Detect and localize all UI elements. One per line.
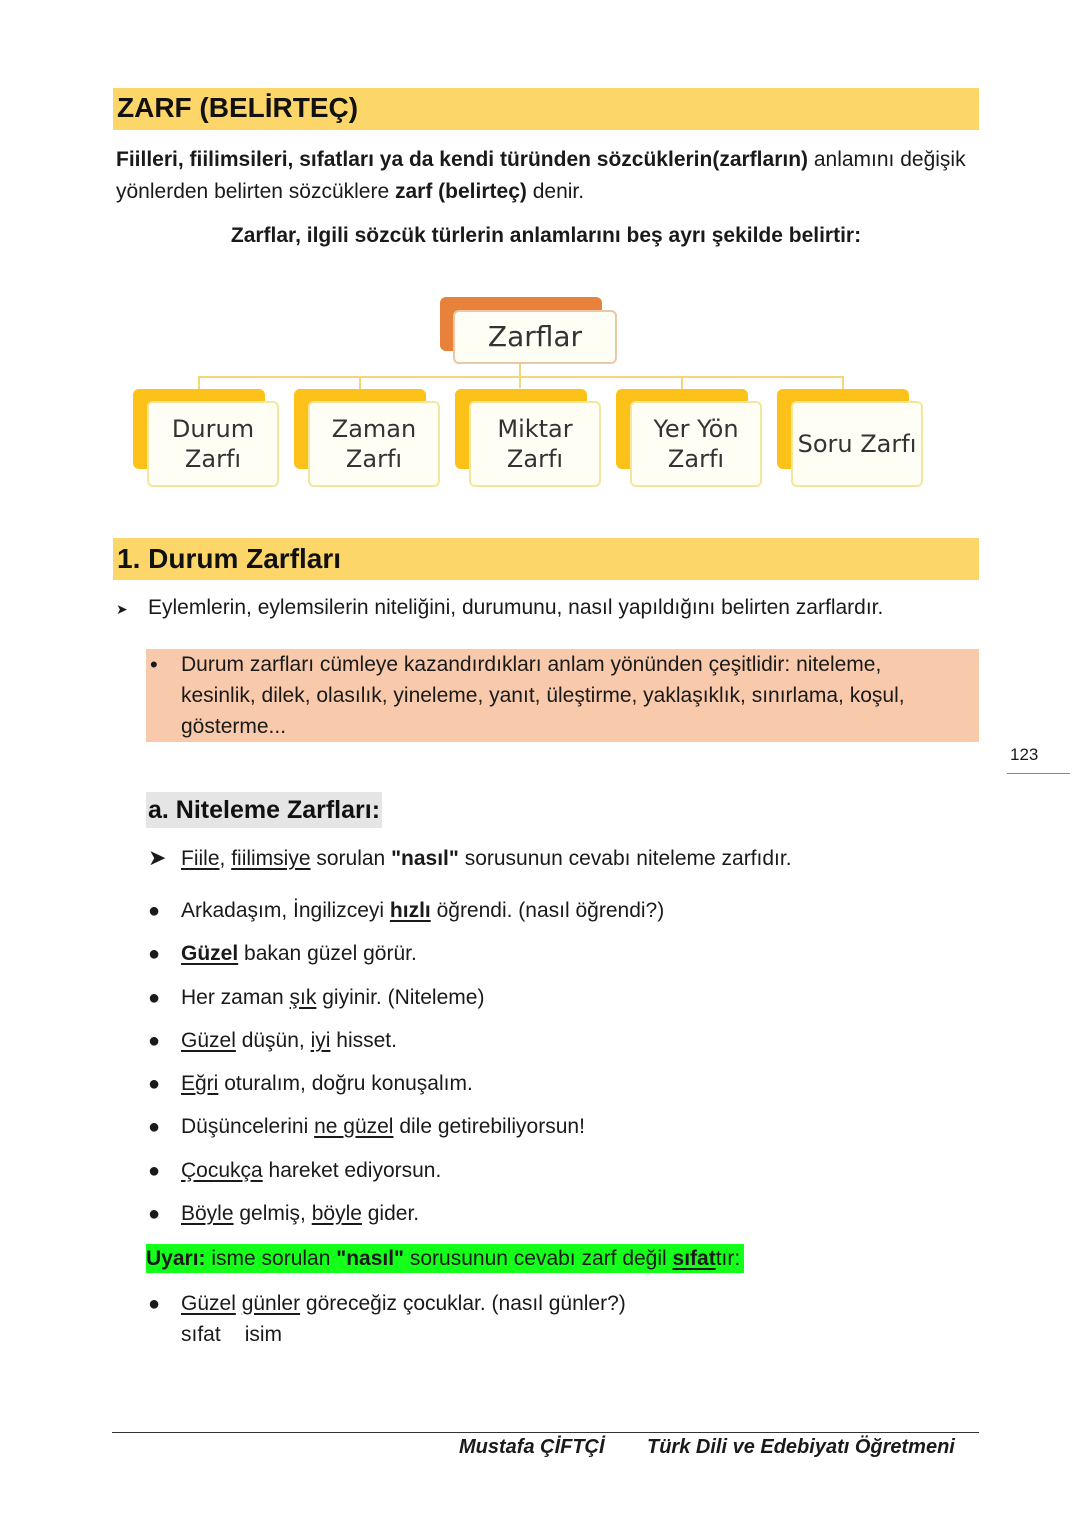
page-number-divider [1007, 773, 1070, 774]
bullet-icon: ● [148, 900, 161, 922]
rule-text-2: sorusunun cevabı niteleme zarfıdır. [458, 847, 792, 870]
example-keyword: Çocukça [181, 1159, 263, 1182]
bullet-icon: ● [148, 1116, 161, 1138]
bullet-icon: ● [148, 987, 161, 1009]
example-keyword: iyi [310, 1029, 331, 1052]
example-text: göreceğiz çocuklar. (nasıl günler?) [300, 1292, 626, 1315]
definition-bold: Fiilleri, fiilimsileri, sıfatları ya da kendi türünden sözcüklerin(zarfların) [116, 148, 809, 171]
child-label-line2: Zarfı [184, 445, 242, 473]
subheading: a. Niteleme Zarfları: [148, 796, 381, 824]
connector-1 [198, 376, 200, 390]
bullet-icon: ● [148, 1073, 161, 1095]
arrow-bullet-icon: ➤ [148, 845, 167, 870]
warning-label: Uyarı: [146, 1247, 206, 1270]
bullet-icon: ● [148, 943, 161, 965]
example-item-last [148, 1290, 626, 1318]
bullet-icon: ● [148, 1030, 161, 1052]
word-labels [181, 1321, 282, 1349]
example-text: dile getirebiliyorsun! [393, 1115, 585, 1138]
example-keyword: Eğri [181, 1072, 219, 1095]
page-title: ZARF (BELİRTEÇ) [117, 92, 359, 123]
child-label-line1: Yer Yön [653, 415, 739, 443]
example-keyword: günler [241, 1292, 301, 1315]
example-text: hisset. [330, 1029, 397, 1052]
example-keyword: hızlı [389, 899, 431, 922]
warning-keyword: sıfat [672, 1247, 716, 1270]
definition-arrow-item [116, 596, 883, 620]
example-keyword: şık [289, 986, 317, 1009]
child-box-miktar [469, 401, 601, 487]
connector-horizontal [198, 376, 843, 378]
rule-word-1: Fiile [181, 847, 220, 870]
connector-2 [359, 376, 361, 390]
example-text: Arkadaşım, İngilizceyi [181, 899, 390, 922]
warning-text-2: sorusunun cevabı zarf değil [404, 1247, 673, 1270]
rule-word-2: fiilimsiye [231, 847, 311, 870]
definition-bold-2: zarf (belirteç) [395, 180, 527, 203]
example-text: giyinir. (Niteleme) [316, 986, 485, 1009]
child-box-yer-yon [630, 401, 762, 487]
section-bar [113, 538, 979, 580]
note-text: Durum zarfları cümleye kazandırdıkları anlam yönünden çeşitlidir: niteleme, kesinlik, dilek, olasılık, yineleme, yanıt, üleştirme, yaklaşıklık, sınırlama, koşul, gösterme... [181, 653, 905, 738]
child-label-line2: Zarfı [345, 445, 403, 473]
example-item [148, 1157, 441, 1185]
example-text: Her zaman [181, 986, 290, 1009]
root-label: Zarflar [487, 320, 583, 353]
example-text: gider. [361, 1202, 420, 1225]
child-box-durum [147, 401, 279, 487]
example-text: Düşüncelerini [181, 1115, 315, 1138]
example-keyword: Böyle [181, 1202, 234, 1225]
definition-text-2: denir. [526, 180, 585, 203]
example-keyword: böyle [311, 1202, 362, 1225]
rule-sep: , [219, 847, 232, 870]
example-item [148, 1113, 585, 1141]
bullet-icon: • [150, 652, 158, 677]
label-sifat: sıfat [181, 1323, 221, 1346]
arrow-item-text: Eylemlerin, eylemsilerin niteliğini, durumunu, nasıl yapıldığını belirten zarflardır. [148, 596, 884, 619]
example-text: hareket ediyorsun. [262, 1159, 442, 1182]
bullet-icon: ● [148, 1203, 161, 1225]
zarflar-diagram [0, 0, 1080, 500]
connector-4 [681, 376, 683, 390]
example-item [148, 897, 664, 925]
definition-text-1: anlamını değişik yönlerden belirten sözcüklere [116, 148, 966, 203]
child-label-line1: Soru Zarfı [797, 430, 917, 458]
connector-5 [842, 376, 844, 390]
child-label-line2: Zarfı [667, 445, 725, 473]
page-number: 123 [1010, 745, 1039, 764]
example-item [148, 1070, 473, 1098]
example-text: oturalım, doğru konuşalım. [218, 1072, 473, 1095]
example-text: gelmiş, [233, 1202, 312, 1225]
example-item [148, 940, 417, 968]
warning-text-1: isme sorulan [205, 1247, 337, 1270]
example-text: bakan güzel görür. [238, 942, 417, 965]
footer-author: Mustafa ÇİFTÇİ [459, 1436, 605, 1458]
bullet-icon: ● [148, 1160, 161, 1182]
bullet-icon: ● [148, 1293, 161, 1315]
example-item [148, 984, 484, 1012]
note-box [146, 649, 979, 742]
child-label-line1: Durum [171, 415, 255, 443]
subheading-box [146, 792, 382, 828]
example-keyword: Güzel [181, 942, 239, 965]
rule-item [148, 845, 792, 871]
example-item [148, 1027, 397, 1055]
warning-highlight [146, 1244, 744, 1273]
example-text: öğrendi. (nasıl öğrendi?) [430, 899, 665, 922]
rule-text-1: sorulan [310, 847, 392, 870]
footer-role: Türk Dili ve Edebiyatı Öğretmeni [647, 1436, 955, 1458]
child-label-line1: Zaman [331, 415, 417, 443]
diagram-intro: Zarflar, ilgili sözcük türlerin anlamlarını beş ayrı şekilde belirtir: [230, 224, 862, 247]
example-keyword: ne güzel [314, 1115, 394, 1138]
section-title: 1. Durum Zarfları [117, 543, 342, 574]
child-box-zaman [308, 401, 440, 487]
example-item [148, 1200, 419, 1228]
example-keyword: Güzel [181, 1029, 236, 1052]
warning-question: "nasıl" [336, 1247, 405, 1270]
child-box-soru [791, 401, 923, 487]
example-keyword: Güzel [181, 1292, 236, 1315]
label-isim: isim [244, 1323, 283, 1346]
arrow-bullet-icon: ➤ [116, 601, 128, 617]
child-label-line1: Miktar [497, 415, 573, 443]
child-label-line2: Zarfı [506, 445, 564, 473]
example-text: düşün, [235, 1029, 311, 1052]
footer-divider [112, 1432, 979, 1433]
rule-question: "nasıl" [391, 847, 459, 870]
root-box [453, 310, 617, 364]
warning-text-3: tır: [715, 1247, 741, 1270]
